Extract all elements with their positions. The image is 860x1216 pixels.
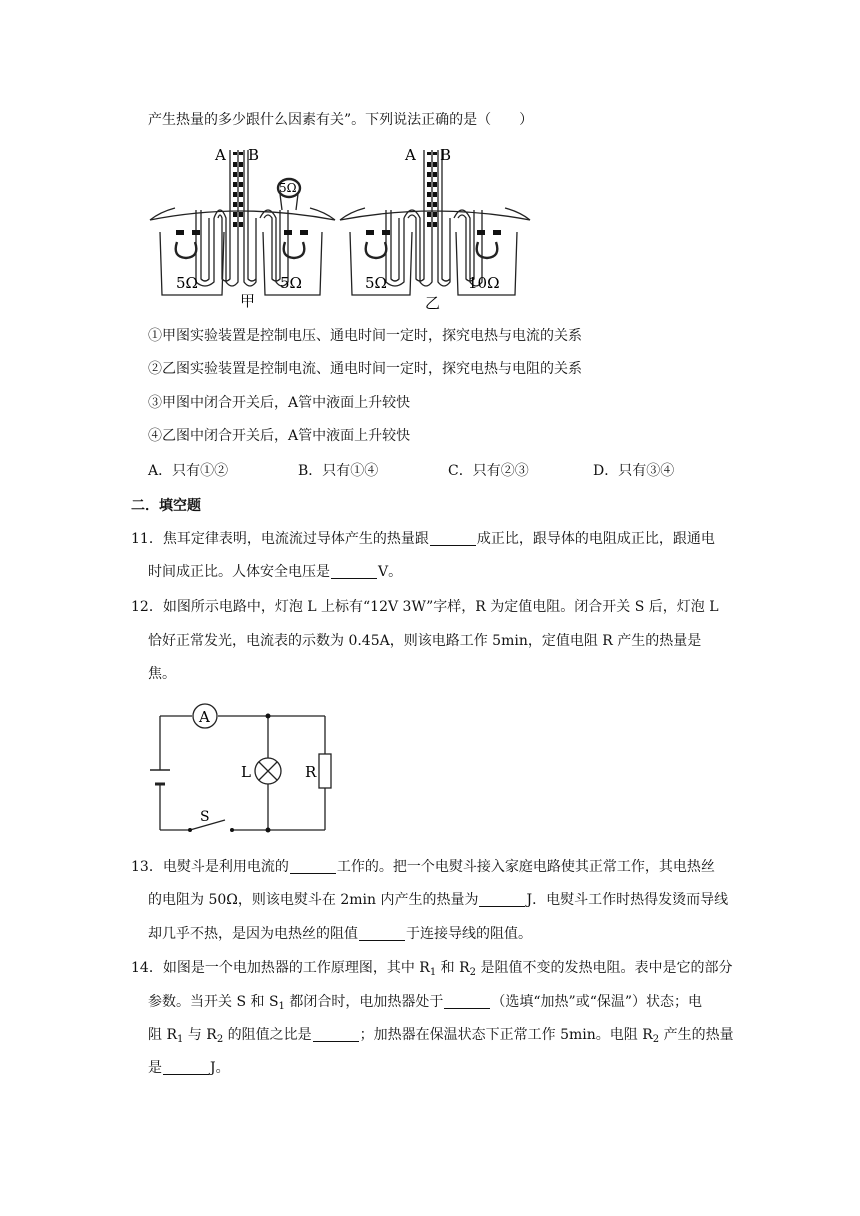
q10-figure	[0, 132, 860, 347]
q10-statement-2: ②乙图实验装置是控制电流、通电时间一定时，探究电热与电阻的关系	[148, 361, 582, 377]
q12-circuit	[0, 700, 860, 840]
q10-statement-4: ④乙图中闭合开关后，A管中液面上升较快	[148, 428, 411, 444]
yi-caption: 乙	[425, 294, 441, 312]
q10-option-d: D．只有③④	[593, 463, 675, 479]
q14-line-4: 是 J。	[148, 1060, 230, 1076]
q14-blank-3[interactable]	[163, 1060, 209, 1075]
yi-tube-a-label: A	[405, 146, 416, 164]
yi-left-resistor-label: 5Ω	[365, 274, 387, 292]
q10-option-a: A．只有①②	[148, 463, 229, 479]
jia-tube-a-label: A	[215, 146, 226, 164]
jia-caption: 甲	[240, 292, 256, 310]
q12-line-2: 恰好正常发光，电流表的示数为 0.45A，则该电路工作 5min，定值电阻 R 产生的热量是	[148, 633, 702, 649]
q10-intro: 产生热量的多少跟什么因素有关”。下列说法正确的是（ ）	[148, 112, 534, 128]
ammeter-label: A	[199, 708, 210, 726]
q10-option-c: C．只有②③	[448, 463, 529, 479]
q14-line-1: 14．如图是一个电加热器的工作原理图，其中 $R_1$ 和 $R_2$ 是阻值不变的发热电阻。表中是它的部分	[131, 960, 733, 978]
q11-blank-2[interactable]	[331, 564, 377, 579]
q14-blank-1[interactable]	[444, 994, 490, 1009]
jia-outside-resistor-label: 5Ω	[279, 181, 297, 195]
yi-right-resistor-label: 10Ω	[468, 274, 500, 292]
q14-line-2: 参数。当开关 S 和 $S_1$ 都闭合时，电加热器处于 （选填“加热”或“保温”）状态；电	[148, 994, 703, 1012]
q14-line-3: 阻 $R_1$ 与 $R_2$ 的阻值之比是 ；加热器在保温状态下正常工作 5min。电阻 $R_2$ 产生的热量	[148, 1027, 734, 1045]
switch-label: S	[200, 809, 210, 825]
section-title: 二．填空题	[131, 498, 201, 514]
q10-statement-3: ③甲图中闭合开关后，A管中液面上升较快	[148, 395, 411, 411]
q12-line-1: 12．如图所示电路中，灯泡 L 上标有“12V 3W”字样，R 为定值电阻。闭合开关 S 后，灯泡 L	[131, 599, 719, 615]
jia-tube-b-label: B	[248, 146, 260, 164]
q11-line-2: 时间成正比。人体安全电压是 V。	[148, 564, 403, 580]
jia-right-resistor-label: 5Ω	[280, 274, 302, 292]
lamp-label: L	[241, 763, 251, 781]
q13-blank-3[interactable]	[359, 926, 405, 941]
q13-line-1: 13．电熨斗是利用电流的 工作的。把一个电熨斗接入家庭电路使其正常工作，其电热丝	[131, 859, 715, 875]
q13-blank-1[interactable]	[290, 859, 336, 874]
resistor-label: R	[305, 763, 317, 781]
jia-left-resistor-label: 5Ω	[176, 274, 198, 292]
q10-option-b: B．只有①④	[298, 463, 379, 479]
yi-tube-b-label: B	[440, 146, 452, 164]
q11-blank-1[interactable]	[430, 531, 476, 546]
q13-blank-2[interactable]	[479, 892, 525, 907]
q14-blank-2[interactable]	[313, 1027, 359, 1042]
q10-statement-1: ①甲图实验装置是控制电压、通电时间一定时，探究电热与电流的关系	[148, 328, 582, 344]
q12-line-3: 焦。	[148, 666, 176, 682]
q13-line-2: 的电阻为 50Ω，则该电熨斗在 2min 内产生的热量为 J．电熨斗工作时热得发烫而导线	[148, 892, 729, 908]
q11-line-1: 11．焦耳定律表明，电流流过导体产生的热量跟 成正比，跟导体的电阻成正比，跟通电	[131, 531, 715, 547]
q13-line-3: 却几乎不热，是因为电热丝的阻值 于连接导线的阻值。	[148, 926, 532, 942]
